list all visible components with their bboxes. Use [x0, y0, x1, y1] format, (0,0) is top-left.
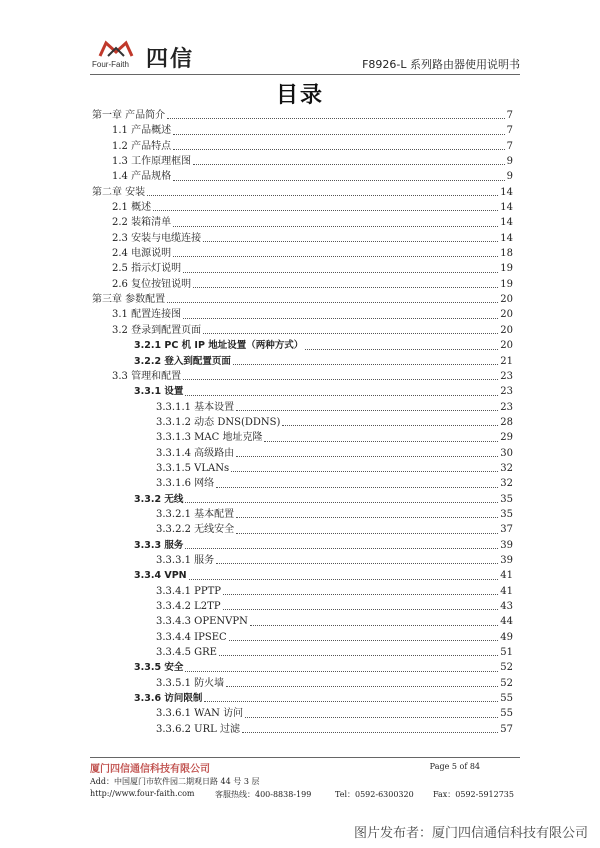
- toc-leader-dots: [264, 441, 498, 442]
- toc-entry-page: 14: [500, 232, 513, 244]
- toc-leader-dots: [193, 164, 505, 165]
- page-title: 目录: [275, 83, 324, 108]
- toc-leader-dots: [250, 625, 498, 626]
- toc-leader-dots: [204, 701, 498, 702]
- toc-leader-dots: [173, 149, 505, 150]
- toc-entry[interactable]: [92, 307, 513, 322]
- toc-entry[interactable]: [92, 292, 513, 307]
- toc-leader-dots: [183, 272, 498, 273]
- four-faith-logo: [90, 40, 210, 72]
- toc-entry-title: 3.3.5.1 防火墙: [156, 677, 225, 689]
- toc-leader-dots: [226, 686, 498, 687]
- toc-entry-title: 第三章 参数配置: [92, 294, 166, 306]
- toc-entry-page: 44: [500, 616, 513, 628]
- toc-entry-title: 3.3.1.2 动态 DNS(DDNS): [156, 416, 281, 428]
- toc-leader-dots: [185, 671, 498, 672]
- toc-entry-title: 3.3.4 VPN: [134, 570, 187, 582]
- toc-leader-dots: [147, 195, 498, 196]
- toc-entry-title: 3.2 登录到配置页面: [112, 324, 202, 336]
- toc-leader-dots: [173, 226, 498, 227]
- image-credit: 图片发布者：厦门四信通信科技有限公司: [353, 826, 588, 841]
- toc-entry-title: 3.3.5 安全: [134, 662, 184, 674]
- toc-entry-title: 3.3.2.1 基本配置: [156, 508, 235, 520]
- toc-leader-dots: [203, 241, 498, 242]
- fax: Fax：0592-5912735: [433, 790, 514, 799]
- toc-entry[interactable]: [92, 630, 513, 645]
- toc-leader-dots: [236, 533, 498, 534]
- toc-entry[interactable]: [92, 400, 513, 415]
- toc-entry[interactable]: [92, 369, 513, 384]
- toc-entry-title: 第一章 产品简介: [92, 110, 166, 121]
- toc-entry[interactable]: [92, 553, 513, 568]
- toc-entry-title: 2.1 概述: [112, 202, 152, 214]
- toc-entry[interactable]: [92, 660, 513, 675]
- toc-entry[interactable]: [92, 354, 513, 369]
- toc-entry-page: 49: [500, 631, 513, 643]
- toc-leader-dots: [173, 134, 505, 135]
- toc-entry-page: 55: [500, 693, 513, 705]
- toc-entry-page: 29: [500, 432, 513, 444]
- toc-leader-dots: [229, 640, 499, 641]
- toc-entry-title: 3.3.4.5 GRE: [156, 647, 217, 659]
- toc-entry[interactable]: [92, 568, 513, 583]
- toc-entry-page: 14: [500, 202, 513, 214]
- toc-entry-title: 3.3.3.1 服务: [156, 554, 215, 566]
- toc-entry-page: 9: [506, 156, 513, 168]
- toc-leader-dots: [173, 180, 505, 181]
- toc-entry[interactable]: [92, 446, 513, 461]
- toc-entry-page: 51: [500, 647, 513, 659]
- toc-entry-page: 14: [500, 186, 513, 198]
- toc-entry[interactable]: [92, 676, 513, 691]
- toc-entry[interactable]: [92, 154, 513, 169]
- logo-chinese-name: 四信: [146, 47, 195, 72]
- toc-entry-page: 20: [500, 309, 513, 321]
- toc-entry-title: 3.3.3 服务: [134, 539, 184, 551]
- toc-entry[interactable]: [92, 415, 513, 430]
- toc-entry[interactable]: [92, 691, 513, 706]
- toc-entry[interactable]: [92, 722, 513, 737]
- toc-entry[interactable]: [92, 614, 513, 629]
- toc-leader-dots: [185, 548, 498, 549]
- page-footer: [90, 760, 520, 800]
- toc-entry-page: 52: [500, 662, 513, 674]
- toc-entry-title: 2.6 复位按钮说明: [112, 278, 192, 290]
- toc-entry-page: 28: [500, 416, 513, 428]
- toc-leader-dots: [242, 732, 498, 733]
- toc-leader-dots: [167, 118, 504, 119]
- toc-entry[interactable]: [92, 200, 513, 215]
- toc-entry-title: 3.2.1 PC 机 IP 地址设置（两种方式）: [134, 340, 304, 352]
- toc-entry-title: 第二章 安装: [92, 186, 146, 198]
- page-number: Page 5 of 84: [429, 762, 480, 771]
- toc-entry[interactable]: [92, 430, 513, 445]
- toc-entry-page: 14: [500, 217, 513, 229]
- toc-entry-title: 3.1 配置连接图: [112, 309, 182, 321]
- toc-entry[interactable]: [92, 185, 513, 200]
- toc-entry-page: 41: [500, 585, 513, 597]
- toc-entry-title: 3.3.1 设置: [134, 386, 184, 398]
- toc-entry[interactable]: [92, 645, 513, 660]
- toc-leader-dots: [185, 395, 498, 396]
- toc-leader-dots: [245, 717, 498, 718]
- toc-entry-title: 2.4 电源说明: [112, 248, 172, 260]
- toc-entry-title: 3.3.6.1 WAN 访问: [156, 708, 244, 720]
- toc-entry-page: 18: [500, 248, 513, 260]
- toc-entry-title: 2.5 指示灯说明: [112, 263, 182, 275]
- toc-entry[interactable]: [92, 522, 513, 537]
- toc-entry-title: 3.3.1.3 MAC 地址克隆: [156, 432, 263, 444]
- toc-leader-dots: [216, 563, 498, 564]
- toc-entry-page: 7: [506, 140, 513, 152]
- toc-entry[interactable]: [92, 139, 513, 154]
- toc-entry-title: 3.3.1.5 VLANs: [156, 462, 230, 474]
- company-address: Add：中国厦门市软件园二期观日路 44 号 3 层: [90, 777, 260, 786]
- table-of-contents: [92, 108, 513, 737]
- toc-entry-title: 3.3.4.3 OPENVPN: [156, 616, 248, 628]
- toc-entry-page: 19: [500, 278, 513, 290]
- toc-leader-dots: [167, 302, 498, 303]
- toc-leader-dots: [183, 379, 498, 380]
- toc-entry-page: 39: [500, 554, 513, 566]
- toc-entry-page: 30: [500, 447, 513, 459]
- toc-leader-dots: [223, 609, 499, 610]
- toc-entry[interactable]: [92, 123, 513, 138]
- toc-entry-page: 32: [500, 478, 513, 490]
- toc-entry-page: 37: [500, 524, 513, 536]
- hotline: 客服热线：400-8838-199: [215, 790, 312, 799]
- toc-leader-dots: [236, 517, 498, 518]
- toc-entry-title: 1.1 产品概述: [112, 125, 172, 137]
- toc-entry-title: 3.3.4.2 L2TP: [156, 601, 221, 612]
- toc-entry[interactable]: [92, 338, 513, 353]
- toc-entry[interactable]: [92, 215, 513, 230]
- toc-entry-title: 3.3.2.2 无线安全: [156, 524, 235, 536]
- toc-leader-dots: [236, 410, 498, 411]
- toc-leader-dots: [183, 318, 498, 319]
- toc-entry-page: 32: [500, 462, 513, 474]
- page-header: [90, 40, 520, 74]
- toc-entry-page: 35: [500, 493, 513, 505]
- document-title: F8926-L 系列路由器使用说明书: [362, 58, 520, 71]
- toc-leader-dots: [231, 471, 498, 472]
- toc-entry-page: 41: [500, 570, 513, 582]
- toc-entry[interactable]: [92, 538, 513, 553]
- toc-entry-title: 3.3.6.2 URL 过滤: [156, 723, 240, 735]
- toc-entry-title: 1.3 工作原理框图: [112, 156, 192, 168]
- toc-entry-title: 3.3 管理和配置: [112, 370, 182, 382]
- toc-entry-title: 3.3.1.6 网络: [156, 478, 215, 490]
- logo-mark-icon: [98, 40, 134, 58]
- toc-entry[interactable]: [92, 492, 513, 507]
- toc-entry[interactable]: [92, 108, 513, 123]
- toc-entry-title: 2.2 装箱清单: [112, 217, 172, 229]
- toc-leader-dots: [282, 425, 498, 426]
- toc-entry-page: 35: [500, 508, 513, 520]
- toc-entry[interactable]: [92, 599, 513, 614]
- toc-leader-dots: [203, 333, 498, 334]
- toc-leader-dots: [193, 287, 498, 288]
- toc-entry-title: 3.3.2 无线: [134, 493, 184, 505]
- toc-entry-title: 1.2 产品特点: [112, 140, 172, 152]
- toc-entry-page: 7: [506, 125, 513, 137]
- toc-entry[interactable]: [92, 706, 513, 721]
- toc-entry-page: 21: [500, 355, 513, 367]
- toc-leader-dots: [233, 364, 498, 365]
- toc-leader-dots: [223, 594, 498, 595]
- logo-brand: Four-Faith: [92, 60, 129, 69]
- toc-leader-dots: [189, 579, 499, 580]
- toc-entry[interactable]: [92, 384, 513, 399]
- toc-entry-title: 3.3.4.1 PPTP: [156, 585, 222, 597]
- toc-entry-title: 3.3.1.4 高级路由: [156, 447, 235, 459]
- toc-entry-page: 39: [500, 539, 513, 551]
- toc-entry-title: 3.3.1.1 基本设置: [156, 401, 235, 413]
- toc-entry-page: 43: [500, 601, 513, 612]
- toc-entry[interactable]: [92, 231, 513, 246]
- toc-leader-dots: [173, 256, 498, 257]
- toc-entry[interactable]: [92, 246, 513, 261]
- toc-entry[interactable]: [92, 323, 513, 338]
- toc-entry[interactable]: [92, 169, 513, 184]
- toc-entry-page: 55: [500, 708, 513, 720]
- toc-entry-page: 20: [500, 340, 513, 352]
- toc-entry-page: 19: [500, 263, 513, 275]
- toc-entry-title: 3.3.4.4 IPSEC: [156, 631, 227, 643]
- toc-leader-dots: [153, 210, 498, 211]
- toc-entry[interactable]: [92, 507, 513, 522]
- header-divider: [90, 74, 520, 75]
- toc-entry-page: 23: [500, 370, 513, 382]
- toc-entry-title: 3.3.6 访问限制: [134, 693, 203, 705]
- toc-entry-page: 52: [500, 677, 513, 689]
- toc-entry[interactable]: [92, 476, 513, 491]
- toc-entry[interactable]: [92, 461, 513, 476]
- footer-divider: [90, 757, 520, 758]
- telephone: Tel：0592-6300320: [335, 790, 414, 799]
- toc-entry[interactable]: [92, 277, 513, 292]
- toc-entry-page: 57: [500, 723, 513, 735]
- company-name: 厦门四信通信科技有限公司: [90, 764, 210, 775]
- toc-entry-title: 1.4 产品规格: [112, 171, 172, 183]
- toc-entry-title: 3.2.2 登入到配置页面: [134, 355, 231, 367]
- toc-entry-page: 20: [500, 324, 513, 336]
- toc-entry-page: 23: [500, 386, 513, 398]
- toc-entry[interactable]: [92, 584, 513, 599]
- toc-leader-dots: [219, 655, 498, 656]
- website-link[interactable]: http://www.four-faith.com: [90, 789, 195, 798]
- toc-entry-page: 20: [500, 294, 513, 306]
- toc-leader-dots: [236, 456, 498, 457]
- toc-leader-dots: [185, 502, 498, 503]
- toc-entry-page: 23: [500, 401, 513, 413]
- toc-entry-page: 7: [506, 110, 513, 121]
- toc-entry-page: 9: [506, 171, 513, 183]
- toc-leader-dots: [216, 487, 498, 488]
- toc-entry[interactable]: [92, 261, 513, 276]
- toc-leader-dots: [305, 349, 498, 350]
- toc-entry-title: 2.3 安装与电缆连接: [112, 232, 202, 244]
